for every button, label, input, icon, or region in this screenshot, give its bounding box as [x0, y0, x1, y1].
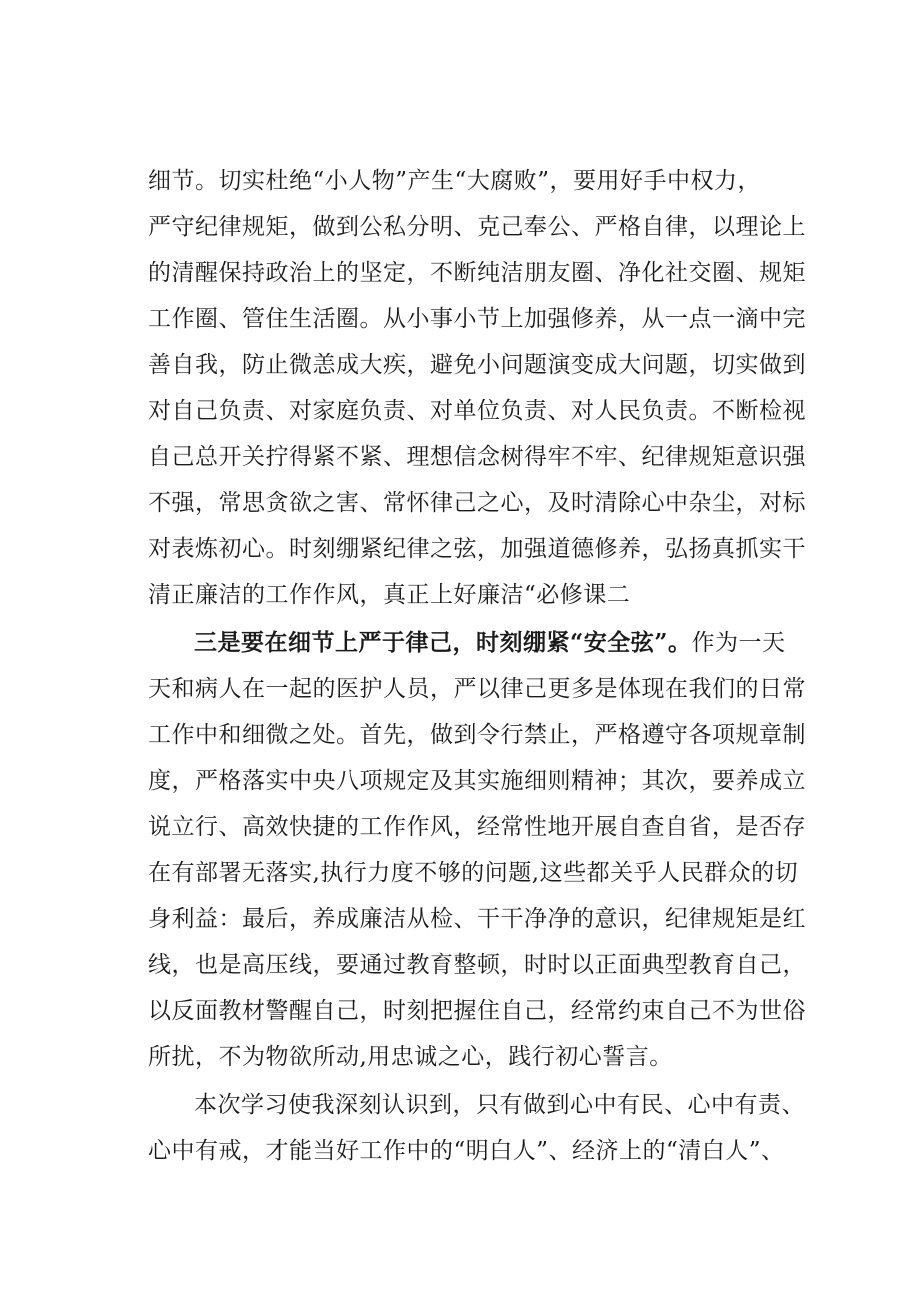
- text-line: 度，严格落实中央八项规定及其实施细则精神；其次，要养成立: [148, 768, 806, 794]
- text-line: 线，也是高压线，要通过教育整顿，时时以正面典型教育自己，: [148, 952, 806, 978]
- text-line: 天和病人在一起的医护人员，严以律己更多是体现在我们的日常: [148, 676, 806, 702]
- text-line: 工作圈、管住生活圈。从小事小节上加强修养，从一点一滴中完: [148, 306, 806, 332]
- text-segment: 作为一天: [691, 630, 786, 656]
- text-line: 善自我，防止微恙成大疾，避免小问题演变成大问题，切实做到: [148, 352, 806, 378]
- text-line: 自己总开关拧得紧不紧、理想信念树得牢不牢、纪律规矩意识强: [148, 444, 806, 470]
- text-line: 不强，常思贪欲之害、常怀律己之心，及时清除心中杂尘，对标: [148, 490, 806, 516]
- text-line: 清正廉洁的工作作风，真正上好廉洁“必修课二: [148, 582, 631, 608]
- text-line: 对表炼初心。时刻绷紧纪律之弦，加强道德修养，弘扬真抓实干: [148, 536, 806, 562]
- text-line: 在有部署无落实,执行力度不够的问题,这些都关乎人民群众的切: [148, 860, 799, 886]
- text-line: 所扰，不为物欲所动,用忠诚之心，践行初心誓言。: [148, 1044, 673, 1070]
- text-line: 说立行、高效快捷的工作作风，经常性地开展自查自省，是否存: [148, 814, 806, 840]
- text-line: 心中有戒，才能当好工作中的“明白人”、经济上的“清白人”、: [148, 1138, 785, 1164]
- text-line: 身利益：最后，养成廉洁从检、干干净净的意识，纪律规矩是红: [148, 906, 806, 932]
- paragraph-first-line: 本次学习使我深刻认识到，只有做到心中有民、心中有责、: [194, 1092, 805, 1118]
- paragraph-first-line: [194, 620, 785, 666]
- text-line: 严守纪律规矩，做到公私分明、克己奉公、严格自律，以理论上: [148, 214, 806, 240]
- text-line: 对自己负责、对家庭负责、对单位负责、对人民负责。不断检视: [148, 398, 806, 424]
- text-line: 的清醒保持政治上的坚定，不断纯洁朋友圈、净化社交圈、规矩: [148, 260, 806, 286]
- text-line: 以反面教材警醒自己，时刻把握住自己，经常约束自己不为世俗: [148, 998, 806, 1024]
- text-line: 细节。切实杜绝“小人物”产生“大腐败”，要用好手中权力，: [148, 168, 762, 194]
- text-line: 工作中和细微之处。首先，做到令行禁止，严格遵守各项规章制: [148, 722, 806, 748]
- section-heading: 三是要在细节上严于律己，时刻绷紧“安全弦”。: [194, 629, 692, 656]
